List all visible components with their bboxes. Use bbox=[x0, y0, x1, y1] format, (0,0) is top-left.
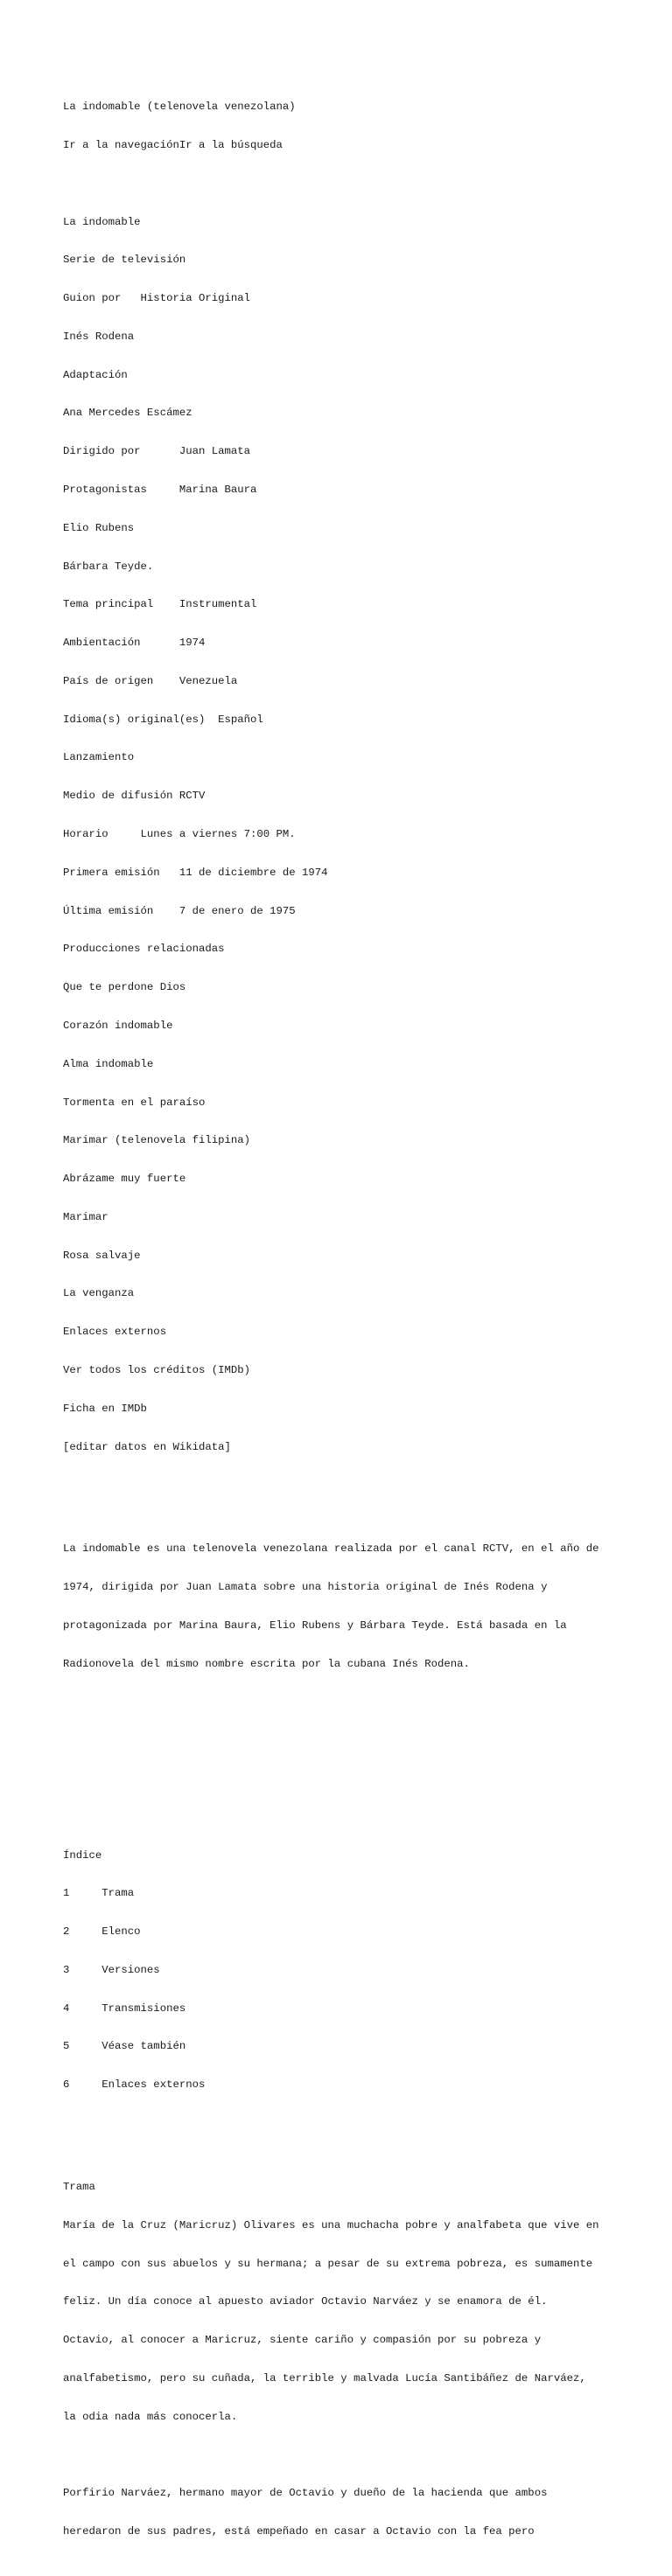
imdb-credits-link[interactable]: Ver todos los créditos (IMDb) bbox=[63, 1363, 251, 1376]
paragraph-line: María de la Cruz (Maricruz) Olivares es una muchacha pobre y analfabeta que vive en bbox=[63, 2218, 599, 2231]
toc-item[interactable]: 3 Versiones bbox=[63, 1963, 160, 1976]
toc-item[interactable]: 6 Enlaces externos bbox=[63, 2078, 206, 2092]
infobox-line: La indomable bbox=[63, 215, 141, 228]
infobox-line: Enlaces externos bbox=[63, 1326, 167, 1339]
toc-item[interactable]: 1 Trama bbox=[63, 1887, 135, 1900]
paragraph-line: protagonizada por Marina Baura, Elio Rubens y Bárbara Teyde. Está basada en la bbox=[63, 1619, 567, 1632]
infobox-line[interactable]: Bárbara Teyde. bbox=[63, 560, 154, 573]
infobox-line: Idioma(s) original(es) Español bbox=[63, 713, 263, 726]
section-heading: Trama bbox=[63, 2180, 95, 2193]
infobox-line: Producciones relacionadas bbox=[63, 943, 225, 956]
paragraph-line: 1974, dirigida por Juan Lamata sobre una historia original de Inés Rodena y bbox=[63, 1581, 548, 1594]
related-production-link[interactable]: Corazón indomable bbox=[63, 1019, 173, 1032]
infobox-line: Primera emisión 11 de diciembre de 1974 bbox=[63, 866, 328, 879]
toc-item[interactable]: 4 Transmisiones bbox=[63, 2002, 186, 2015]
paragraph-line: analfabetismo, pero su cuñada, la terrible y malvada Lucía Santibáñez de Narváez, bbox=[63, 2371, 586, 2385]
imdb-link[interactable]: Ficha en IMDb bbox=[63, 1402, 147, 1415]
infobox-line: Dirigido por Juan Lamata bbox=[63, 445, 251, 458]
toc-heading: Índice bbox=[63, 1848, 102, 1862]
infobox-line[interactable]: Inés Rodena bbox=[63, 330, 135, 343]
paragraph-line: el campo con sus abuelos y su hermana; a pesar de su extrema pobreza, es sumamente bbox=[63, 2257, 593, 2270]
infobox-line: Protagonistas Marina Baura bbox=[63, 484, 257, 496]
infobox-line: Última emisión 7 de enero de 1975 bbox=[63, 904, 296, 917]
paragraph-line: Octavio, al conocer a Maricruz, siente cariño y compasión por su pobreza y bbox=[63, 2334, 542, 2347]
article-title: La indomable (telenovela venezolana) bbox=[63, 101, 296, 114]
infobox-line: Serie de televisión bbox=[63, 254, 186, 267]
related-production-link[interactable]: Marimar (telenovela filipina) bbox=[63, 1134, 251, 1147]
related-production-link[interactable]: Que te perdone Dios bbox=[63, 981, 186, 994]
infobox-line: Adaptación bbox=[63, 368, 128, 381]
paragraph-line: feliz. Un día conoce al apuesto aviador Octavio Narváez y se enamora de él. bbox=[63, 2295, 548, 2308]
section-trama bbox=[63, 2155, 623, 2564]
infobox bbox=[63, 190, 623, 1479]
toc-item[interactable]: 2 Elenco bbox=[63, 1925, 141, 1939]
related-production-link[interactable]: Tormenta en el paraíso bbox=[63, 1096, 206, 1109]
infobox-line: Horario Lunes a viernes 7:00 PM. bbox=[63, 828, 296, 841]
related-production-link[interactable]: Rosa salvaje bbox=[63, 1249, 141, 1262]
infobox-line: Guion por Historia Original bbox=[63, 292, 251, 305]
spacer bbox=[63, 1734, 623, 1747]
toc-item[interactable]: 5 Véase también bbox=[63, 2040, 186, 2053]
paragraph-line: La indomable es una telenovela venezolana realizada por el canal RCTV, en el año de bbox=[63, 1542, 599, 1556]
paragraph-line: la odia nada más conocerla. bbox=[63, 2410, 238, 2423]
edit-wikidata-link[interactable]: [editar datos en Wikidata] bbox=[63, 1440, 231, 1453]
infobox-line: Ambientación 1974 bbox=[63, 637, 206, 650]
infobox-line[interactable]: Elio Rubens bbox=[63, 521, 135, 534]
document-page bbox=[63, 75, 623, 2576]
infobox-line: Ana Mercedes Escámez bbox=[63, 407, 192, 420]
table-of-contents bbox=[63, 1823, 623, 2117]
paragraph-line: Radionovela del mismo nombre escrita por la cubana Inés Rodena. bbox=[63, 1657, 470, 1670]
paragraph-line: Porfirio Narváez, hermano mayor de Octavio y dueño de la hacienda que ambos bbox=[63, 2487, 548, 2500]
spacer bbox=[63, 1772, 623, 1786]
spacer bbox=[63, 2448, 623, 2461]
infobox-line: País de origen Venezuela bbox=[63, 674, 238, 687]
related-production-link[interactable]: La venganza bbox=[63, 1287, 135, 1300]
paragraph-line: heredaron de sus padres, está empeñado en casar a Octavio con la fea pero bbox=[63, 2525, 535, 2538]
infobox-line: Lanzamiento bbox=[63, 751, 135, 764]
infobox-line: Medio de difusión RCTV bbox=[63, 790, 206, 803]
infobox-line: Tema principal Instrumental bbox=[63, 598, 257, 611]
skip-navigation-links[interactable]: Ir a la navegaciónIr a la búsqueda bbox=[63, 138, 283, 151]
related-production-link[interactable]: Marimar bbox=[63, 1210, 108, 1223]
related-production-link[interactable]: Abrázame muy fuerte bbox=[63, 1173, 186, 1186]
related-production-link[interactable]: Alma indomable bbox=[63, 1057, 154, 1070]
intro-paragraph bbox=[63, 1517, 623, 1695]
